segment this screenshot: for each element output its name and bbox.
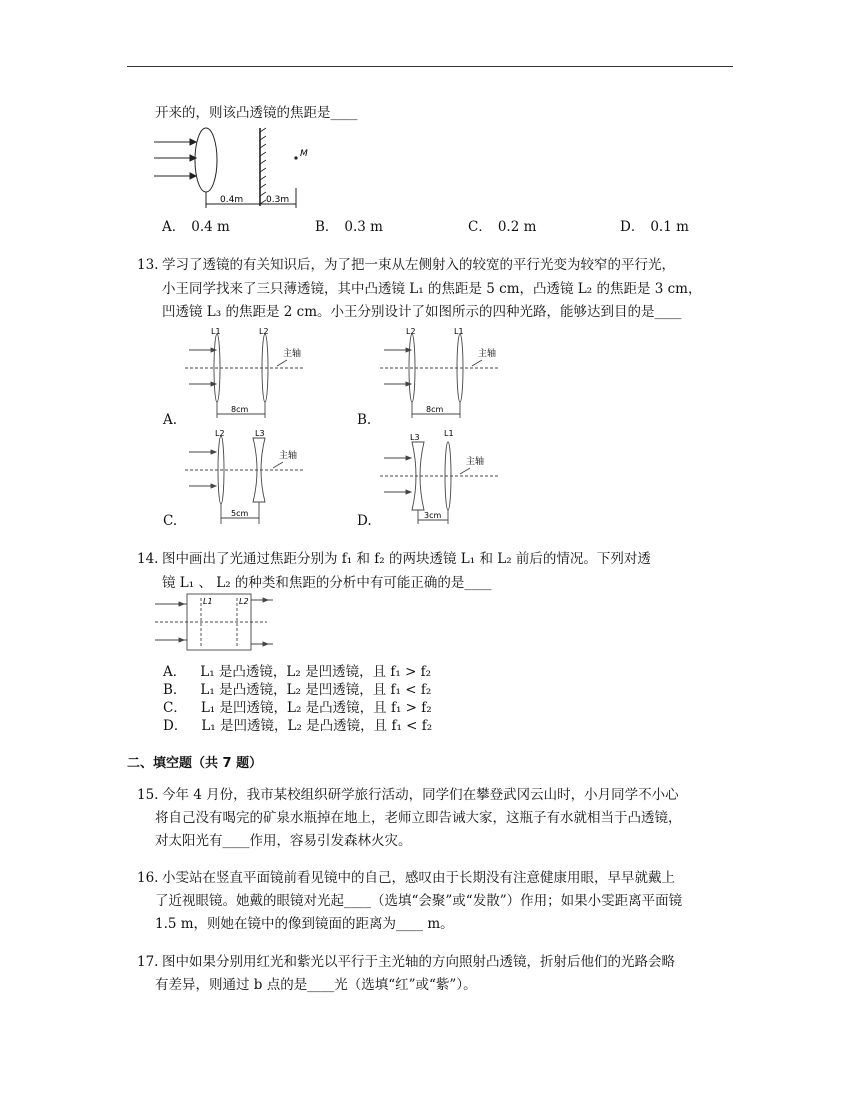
q15-line-1: 今年 4 月份，我市某校组织研学旅行活动，同学们在攀登武冈云山时，小月同学不小心 bbox=[162, 787, 679, 803]
q12-option-c[interactable]: C． 0.2 m bbox=[468, 219, 537, 235]
q13d-dim: 3cm bbox=[424, 511, 442, 520]
header-rule bbox=[127, 66, 733, 67]
q14-line-1: 图中画出了光通过焦距分别为 f₁ 和 f₂ 的两块透镜 L₁ 和 L₂ 前后的情况。下列对透 bbox=[162, 551, 651, 567]
q14-number: 14. bbox=[137, 551, 159, 567]
q17-line-1: 图中如果分别用红光和紫光以平行于主光轴的方向照射凸透镜，折射后他们的光路会略 bbox=[162, 954, 675, 970]
q12-point-m: M bbox=[300, 149, 308, 159]
q13c-axis-label: 主轴 bbox=[279, 451, 298, 461]
q13c-left-label: L2 bbox=[215, 429, 225, 438]
q13-figure-d bbox=[380, 430, 510, 526]
q14-line-2: 镜 L₁ 、 L₂ 的种类和焦距的分析中有可能正确的是____ bbox=[162, 575, 492, 591]
q13b-dim: 8cm bbox=[426, 405, 444, 414]
q13-line-2: 小王同学找来了三只薄透镜，其中凸透镜 L₁ 的焦距是 5 cm，凸透镜 L₂ 的焦距是 3 cm， bbox=[162, 281, 702, 297]
q13-figure-c bbox=[185, 430, 315, 526]
q15-line-3: 对太阳光有____作用，容易引发森林火灾。 bbox=[155, 833, 412, 849]
q13c-dim: 5cm bbox=[231, 509, 249, 518]
q13-figure-a bbox=[185, 328, 315, 420]
q13b-axis-label: 主轴 bbox=[478, 349, 497, 359]
q13b-left-label: L2 bbox=[406, 327, 416, 336]
q13d-left-label: L3 bbox=[410, 433, 420, 442]
q13c-right-label: L3 bbox=[255, 429, 265, 438]
q13-figure-b bbox=[380, 328, 510, 420]
q15-line-2: 将自己没有喝完的矿泉水瓶掉在地上，老师立即告诫大家，这瓶子有水就相当于凸透镜， bbox=[155, 810, 682, 826]
q13-option-d[interactable]: D. bbox=[357, 513, 372, 529]
q12-option-d[interactable]: D． 0.1 m bbox=[620, 219, 689, 235]
q13-line-3: 凹透镜 L₃ 的焦距是 2 cm。小王分别设计了如图所示的四种光路，能够达到目的是____ bbox=[162, 304, 682, 320]
q13-line-1: 学习了透镜的有关知识后，为了把一束从左侧射入的较宽的平行光变为较窄的平行光， bbox=[162, 257, 675, 273]
q16-line-2: 了近视眼镜。她戴的眼镜对光起____（选填“会聚”或“发散”）作用；如果小雯距离平面镜 bbox=[155, 893, 683, 909]
q13-option-c[interactable]: C. bbox=[163, 513, 178, 529]
q12-option-b[interactable]: B． 0.3 m bbox=[315, 219, 383, 235]
q14-fig-l2: L2 bbox=[239, 597, 249, 606]
q12-option-a[interactable]: A． 0.4 m bbox=[162, 219, 230, 235]
q13a-left-label: L1 bbox=[211, 327, 221, 336]
q14-option-a[interactable]: A． L₁ 是凸透镜，L₂ 是凹透镜，且 f₁ > f₂ bbox=[163, 664, 432, 680]
q13-option-b[interactable]: B. bbox=[357, 412, 372, 428]
q16-line-1: 小雯站在竖直平面镜前看见镜中的自己，感叹由于长期没有注意健康用眼，早早就戴上 bbox=[162, 870, 675, 886]
q13d-right-label: L1 bbox=[444, 429, 454, 438]
q13-option-a[interactable]: A. bbox=[163, 412, 178, 428]
q13d-axis-label: 主轴 bbox=[466, 457, 485, 467]
section-fill-blank-title: 二、填空题（共 7 题） bbox=[127, 756, 263, 771]
q13a-dim: 8cm bbox=[231, 405, 249, 414]
q12-figure bbox=[150, 128, 330, 212]
q13b-right-label: L1 bbox=[454, 327, 464, 336]
q16-number: 16. bbox=[137, 870, 159, 886]
q13-number: 13. bbox=[137, 257, 159, 273]
q13a-axis-label: 主轴 bbox=[283, 349, 302, 359]
q12-text-tail: 开来的，则该凸透镜的焦距是____ bbox=[155, 105, 358, 121]
q12-dim-1: 0.4m bbox=[220, 195, 244, 205]
q14-option-b[interactable]: B． L₁ 是凸透镜，L₂ 是凹透镜，且 f₁ < f₂ bbox=[163, 682, 432, 698]
q17-line-2: 有差异，则通过 b 点的是____光（选填“红”或“紫”）。 bbox=[155, 977, 477, 993]
q12-dim-2: 0.3m bbox=[266, 195, 290, 205]
q14-figure bbox=[155, 592, 275, 654]
q17-number: 17. bbox=[137, 954, 159, 970]
q16-line-3: 1.5 m，则她在镜中的像到镜面的距离为____ m。 bbox=[155, 916, 454, 932]
q15-number: 15. bbox=[137, 787, 159, 803]
q13a-right-label: L2 bbox=[259, 327, 269, 336]
q14-fig-l1: L1 bbox=[203, 597, 213, 606]
q14-option-c[interactable]: C． L₁ 是凹透镜，L₂ 是凸透镜，且 f₁ > f₂ bbox=[163, 700, 432, 716]
q14-option-d[interactable]: D． L₁ 是凹透镜，L₂ 是凸透镜，且 f₁ < f₂ bbox=[163, 718, 433, 734]
